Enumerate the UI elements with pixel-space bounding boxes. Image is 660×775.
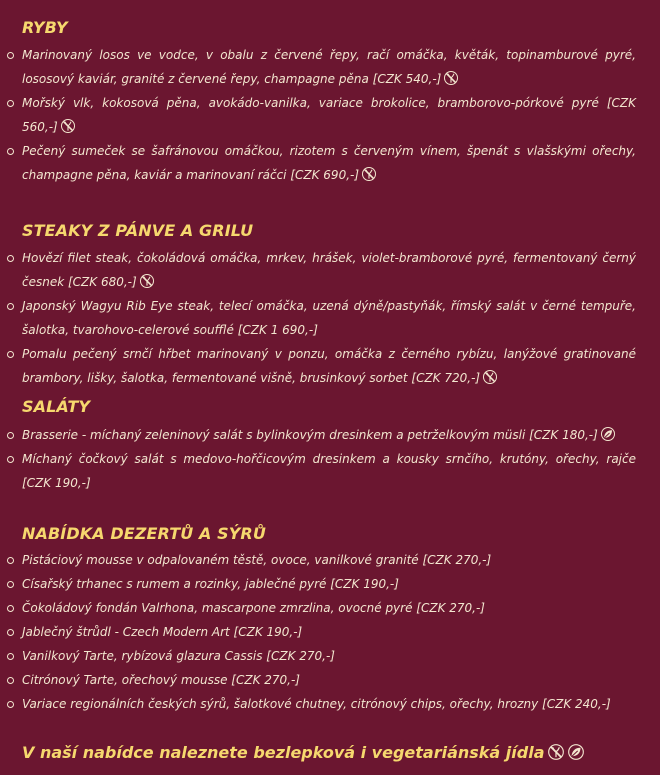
list-item [0,91,660,139]
section-list-ryby [0,43,660,187]
footer-text: V naší nabídce naleznete bezlepková i vegetariánská jídla [22,743,545,762]
item-text: Hovězí filet steak, čokoládová omáčka, mrkev, hrášek, violet-bramborové pyré, fermentovaný černý česnek [CZK 680,-] [22,251,636,289]
item-text: Mořský vlk, kokosová pěna, avokádo-vanilka, variace brokolice, bramborovo-pórkové pyré [CZK 560,-] [22,96,636,134]
section-title-dezerty: NABÍDKA DEZERTŮ A SÝRŮ [22,524,266,543]
gluten-free-icon [60,118,76,134]
item-text: Míchaný čočkový salát s medovo-hořčicovým dresinkem a kousky srnčího, krutóny, ořechy, rajče [CZK 190,-] [22,452,636,490]
list-item [0,342,660,390]
list-item [0,139,660,187]
item-text: Citrónový Tarte, ořechový mousse [CZK 270,-] [22,673,300,687]
item-text: Pistáciový mousse v odpalovaném těstě, ovoce, vanilkové granité [CZK 270,-] [22,553,492,567]
section-title-ryby: RYBY [22,18,68,37]
list-item [0,572,660,596]
list-item [0,447,660,495]
list-item [0,246,660,294]
item-text: Pomalu pečený srnčí hřbet marinovaný v ponzu, omáčka z černého rybízu, lanýžové gratinované brambory, lišky, šalotka, fermentované višně, brusinkový sorbet [CZK 720,-] [22,347,636,385]
item-text: Marinovaný losos ve vodce, v obalu z červené řepy, račí omáčka, květák, topinamburové pyré, lososový kaviár, granité z červené řepy, champagne pěna [CZK 540,-] [22,48,636,86]
item-text: Čokoládový fondán Valrhona, mascarpone zmrzlina, ovocné pyré [CZK 270,-] [22,601,485,615]
item-text: Vanilkový Tarte, rybízová glazura Cassis [CZK 270,-] [22,649,335,663]
gluten-free-icon [482,369,498,385]
footer-note [22,743,585,762]
gluten-free-icon [547,743,565,761]
list-item [0,43,660,91]
list-item [0,692,660,716]
vegetarian-leaf-icon [600,426,616,442]
item-text: Japonský Wagyu Rib Eye steak, telecí omáčka, uzená dýně/pastyňák, římský salát v černé tempuře, šalotka, tvarohovo-celerové soufflé [CZK 1 690,-] [22,299,636,337]
item-text: Variace regionálních českých sýrů, šalotkové chutney, citrónový chips, ořechy, hrozny [CZK 240,-] [22,697,611,711]
list-item [0,596,660,620]
list-item [0,644,660,668]
section-list-steaky [0,246,660,390]
gluten-free-icon [361,166,377,182]
item-text: Brasserie - míchaný zeleninový salát s bylinkovým dresinkem a petrželkovým müsli [CZK 180,-] [22,428,598,442]
section-list-salaty [0,423,660,495]
section-title-salaty: SALÁTY [22,397,91,416]
list-item [0,423,660,447]
list-item [0,548,660,572]
item-text: Pečený sumeček se šafránovou omáčkou, rizotem s červeným vínem, špenát s vlašskými ořechy, champagne pěna, kaviár a marinovaní ráčci [CZK 690,-] [22,144,636,182]
gluten-free-icon [443,70,459,86]
list-item [0,620,660,644]
section-list-dezerty [0,548,660,716]
list-item [0,668,660,692]
section-title-steaky: STEAKY Z PÁNVE A GRILU [22,221,254,240]
list-item [0,294,660,342]
vegetarian-leaf-icon [567,743,585,761]
gluten-free-icon [139,273,155,289]
item-text: Císařský trhanec s rumem a rozinky, jablečné pyré [CZK 190,-] [22,577,399,591]
item-text: Jablečný štrůdl - Czech Modern Art [CZK 190,-] [22,625,303,639]
